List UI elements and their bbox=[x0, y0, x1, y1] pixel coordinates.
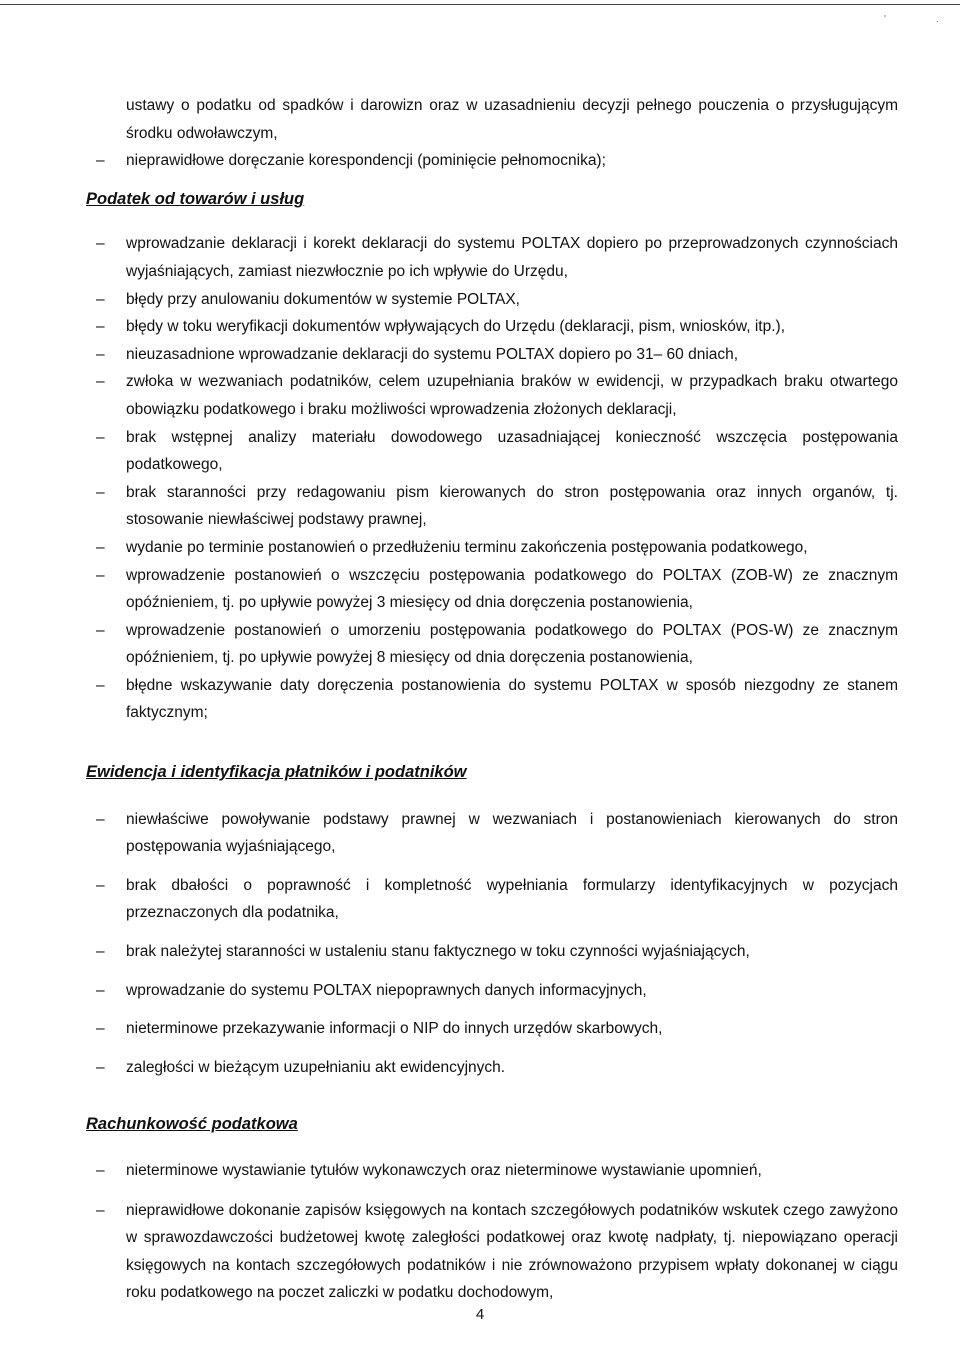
list-item-text: błędy w toku weryfikacji dokumentów wpływających do Urzędu (deklaracji, pism, wniosków, itp.), bbox=[126, 318, 786, 336]
list-item-text: brak dbałości o poprawność i kompletność wypełniania formularzy identyfikacyjnych w pozycjach przeznaczonych dla podatnika, bbox=[126, 876, 898, 922]
bullet-dash: – bbox=[96, 235, 105, 253]
bullet-dash: – bbox=[96, 876, 105, 894]
list-item bbox=[86, 806, 898, 861]
list-item bbox=[86, 230, 898, 285]
bullet-dash: – bbox=[96, 676, 105, 694]
intro-continuation: ustawy o podatku od spadków i darowizn oraz w uzasadnieniu decyzji pełnego pouczenia o przysługującym środku odwoławczym, bbox=[126, 97, 898, 142]
section-list-accounting bbox=[86, 1157, 898, 1307]
list-item bbox=[86, 938, 898, 966]
list-item-text: wprowadzenie postanowień o umorzeniu postępowania podatkowego do POLTAX (POS-W) ze znacznym opóźnieniem, tj. po upływie powyżej 8 miesięcy od dnia doręczenia postanowienia, bbox=[126, 621, 898, 667]
list-item-text: nieterminowe przekazywanie informacji o NIP do innych urzędów skarbowych, bbox=[126, 1020, 663, 1038]
list-item bbox=[86, 1015, 898, 1043]
bullet-dash: – bbox=[96, 943, 105, 961]
list-item bbox=[86, 617, 898, 672]
bullet-dash: – bbox=[96, 810, 105, 828]
list-item-text: wprowadzenie postanowień o wszczęciu postępowania podatkowego do POLTAX (ZOB-W) ze znacznym opóźnieniem, tj. po upływie powyżej 3 miesięcy od dnia doręczenia postanowienia, bbox=[126, 566, 898, 612]
list-item-text: nieuzasadnione wprowadzanie deklaracji do systemu POLTAX dopiero po 31– 60 dniach, bbox=[126, 345, 739, 363]
list-item-text: niewłaściwe powoływanie podstawy prawnej w wezwaniach i postanowieniach kierowanych do stron postępowania wyjaśniającego, bbox=[126, 810, 898, 856]
list-item bbox=[86, 534, 898, 562]
section-heading-registration: Ewidencja i identyfikacja płatników i podatników bbox=[86, 763, 467, 782]
list-item bbox=[86, 479, 898, 534]
top-rule bbox=[0, 4, 960, 5]
section-heading-accounting: Rachunkowość podatkowa bbox=[86, 1115, 298, 1134]
list-item-text: zaległości w bieżącym uzupełnianiu akt ewidencyjnych. bbox=[126, 1058, 506, 1076]
bullet-dash: – bbox=[96, 428, 105, 446]
bullet-dash: – bbox=[96, 483, 105, 501]
bullet-dash: – bbox=[96, 1058, 105, 1076]
list-item-text: błędne wskazywanie daty doręczenia postanowienia do systemu POLTAX w sposób niezgodny ze stanem faktycznym; bbox=[126, 676, 898, 722]
list-item bbox=[86, 286, 898, 314]
list-item bbox=[86, 424, 898, 479]
list-item bbox=[86, 341, 898, 369]
list-item bbox=[86, 672, 898, 727]
list-item bbox=[86, 1197, 898, 1307]
scan-mark: . bbox=[936, 14, 939, 25]
list-item-text: zwłoka w wezwaniach podatników, celem uzupełniania braków w ewidencji, w przypadkach braku otwartego obowiązku podatkowego i braku możliwości wprowadzenia złożonych deklaracji, bbox=[126, 373, 898, 418]
section-list-vat bbox=[86, 230, 898, 727]
bullet-dash: – bbox=[96, 538, 105, 556]
list-item bbox=[86, 872, 898, 927]
list-item bbox=[86, 1157, 898, 1185]
list-item bbox=[86, 313, 898, 341]
list-item bbox=[86, 562, 898, 617]
scan-mark: ' bbox=[884, 14, 886, 25]
list-item-text: brak staranności przy redagowaniu pism kierowanych do stron postępowania oraz innych organów, tj. stosowanie niewłaściwej podstawy prawnej, bbox=[126, 483, 898, 529]
bullet-dash: – bbox=[96, 1162, 105, 1179]
list-item bbox=[86, 368, 898, 423]
bullet-dash: – bbox=[96, 981, 105, 999]
bullet-dash: – bbox=[96, 566, 105, 584]
list-item bbox=[86, 1054, 898, 1082]
bullet-dash: – bbox=[96, 621, 105, 639]
list-item-text: brak wstępnej analizy materiału dowodowego uzasadniającej konieczność wszczęcia postępowania podatkowego, bbox=[126, 428, 898, 474]
intro-list bbox=[86, 147, 898, 175]
list-item-text: nieprawidłowe dokonanie zapisów księgowych na kontach szczegółowych podatników wskutek czego zawyżono w sprawozdawczości budżetowej kwotę zaległości podatkowej oraz kwotę nadpłaty, tj. niepowiązano operacji księgowych na kontach szczegółowych podatników i nie zrównoważono przypisem wpłaty dokonanej w ciągu roku podatkowego na poczet zaliczki w podatku dochodowym, bbox=[126, 1201, 898, 1302]
list-item bbox=[86, 977, 898, 1005]
list-item-text: nieterminowe wystawianie tytułów wykonawczych oraz nieterminowe wystawianie upomnień, bbox=[126, 1162, 762, 1179]
bullet-dash: – bbox=[96, 152, 105, 170]
list-item-text: błędy przy anulowaniu dokumentów w systemie POLTAX, bbox=[126, 290, 520, 308]
section-list-registration bbox=[86, 806, 898, 1082]
list-item bbox=[86, 147, 898, 175]
bullet-dash: – bbox=[96, 1201, 105, 1219]
bullet-dash: – bbox=[96, 290, 105, 308]
list-item-text: brak należytej staranności w ustaleniu stanu faktycznego w toku czynności wyjaśniających, bbox=[126, 943, 750, 961]
section-heading-vat: Podatek od towarów i usług bbox=[86, 189, 305, 208]
bullet-dash: – bbox=[96, 318, 105, 336]
list-item-text: nieprawidłowe doręczanie korespondencji (pominięcie pełnomocnika); bbox=[126, 152, 606, 170]
bullet-dash: – bbox=[96, 373, 105, 391]
list-item-text: wydanie po terminie postanowień o przedłużeniu terminu zakończenia postępowania podatkowego, bbox=[126, 538, 808, 556]
bullet-dash: – bbox=[96, 1020, 105, 1038]
page-number: 4 bbox=[475, 1306, 485, 1323]
bullet-dash: – bbox=[96, 345, 105, 363]
document-page bbox=[86, 92, 898, 1319]
list-item-text: wprowadzanie do systemu POLTAX niepoprawnych danych informacyjnych, bbox=[126, 981, 647, 999]
list-item-text: wprowadzanie deklaracji i korekt deklaracji do systemu POLTAX dopiero po przeprowadzonych czynnościach wyjaśniających, zamiast niezwłocznie po ich wpływie do Urzędu, bbox=[126, 235, 898, 280]
